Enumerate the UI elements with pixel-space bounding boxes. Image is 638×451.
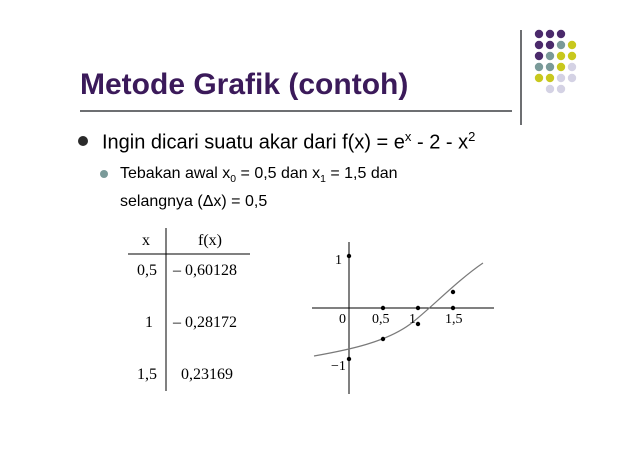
decorative-dot (546, 74, 554, 82)
decorative-dot (546, 41, 554, 49)
line1-part-a: Tebakan awal x (120, 165, 231, 182)
title-underline (80, 110, 512, 112)
sub-zero: 0 (230, 174, 237, 186)
bullet-main (78, 129, 475, 155)
decorative-dot (568, 63, 576, 71)
y-tick-point-pos (347, 254, 351, 258)
table-header-fx: f(x) (198, 232, 222, 249)
decorative-dot (568, 74, 576, 82)
x-label-one: 1 (409, 312, 416, 327)
bullet-main-text-b: - 2 - x (411, 131, 469, 154)
decorative-dot (557, 41, 565, 49)
bullet-main-sup-x: x (404, 129, 412, 144)
decorative-dot (535, 63, 543, 71)
decorative-dot (546, 85, 554, 93)
decorative-dot (568, 41, 576, 49)
curve-point-one-half (451, 290, 455, 294)
line1-part-c: = 1,5 dan (325, 165, 398, 182)
table-cell-x-1: 1 (145, 314, 153, 331)
bullet-icon (78, 136, 88, 146)
sub-bullet-icon (100, 170, 108, 178)
decorative-dot (557, 52, 565, 60)
decorative-dot (535, 74, 543, 82)
table-header-x: x (142, 232, 150, 249)
x-tick-point-one-half (451, 306, 455, 310)
line1-part-b: = 0,5 dan x (236, 165, 321, 182)
table-cell-x-0: 0,5 (137, 262, 157, 279)
x-label-half: 0,5 (372, 312, 390, 327)
y-tick-point-neg (347, 357, 351, 361)
decorative-dot (535, 52, 543, 60)
decorative-dot (568, 52, 576, 60)
bullet-main-sup-2: 2 (468, 129, 476, 144)
table-cell-fx-0: – 0,60128 (173, 262, 237, 279)
y-label-pos-one: 1 (335, 253, 342, 268)
decorative-dot (535, 30, 543, 38)
function-graph (308, 238, 498, 398)
slide-title: Metode Grafik (contoh) (80, 68, 409, 101)
decorative-dot (546, 30, 554, 38)
y-label-neg-one: −1 (331, 359, 346, 374)
sub-one: 1 (320, 174, 326, 186)
decorative-dot (546, 63, 554, 71)
x-label-one-half: 1,5 (445, 312, 463, 327)
x-label-zero: 0 (339, 312, 346, 327)
decorative-dot (546, 52, 554, 60)
bullet-main-text-a: Ingin dicari suatu akar dari f(x) = e (102, 131, 405, 154)
x-tick-point-half (381, 306, 385, 310)
vertical-divider (520, 30, 522, 125)
table-cell-x-2: 1,5 (137, 366, 157, 383)
bullet-sub-line1 (120, 163, 398, 191)
decorative-dot (557, 30, 565, 38)
decorative-dot (535, 41, 543, 49)
decorative-dot (557, 74, 565, 82)
bullet-sub-line2: selangnya (Δx) = 0,5 (120, 193, 268, 211)
curve-point-half (381, 337, 385, 341)
curve-point-one (416, 322, 420, 326)
table-cell-fx-1: – 0,28172 (173, 314, 237, 331)
decorative-dot (557, 85, 565, 93)
bullet-sub (100, 163, 398, 213)
function-curve (314, 263, 483, 356)
table-cell-fx-2: 0,23169 (181, 366, 233, 383)
x-tick-point-one (416, 306, 420, 310)
decorative-dot (557, 63, 565, 71)
